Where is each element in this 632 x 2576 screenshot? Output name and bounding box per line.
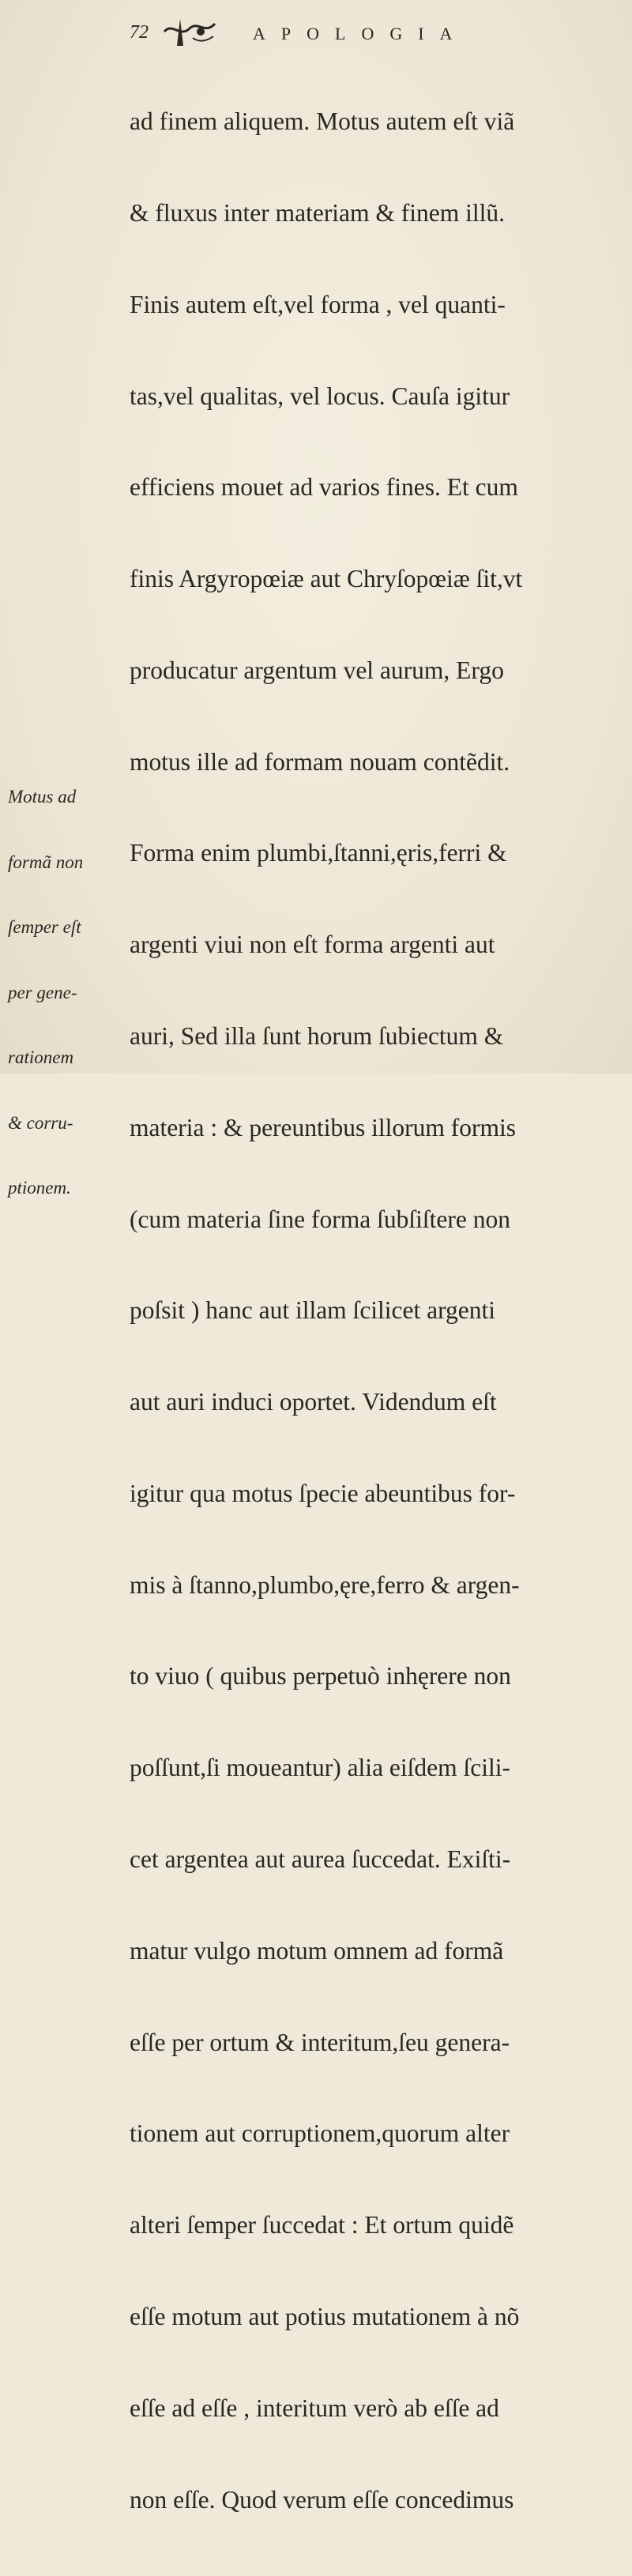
text-line: alteri ſemper ſuccedat : Et ortum quidẽ [130, 2211, 514, 2239]
text-line: motus ille ad formam nouam contẽdit. [130, 747, 510, 776]
running-head: APOLOGIA [253, 24, 468, 43]
text-line: poſſunt,ſi moueantur) alia eiſdem ſcili- [130, 1754, 510, 1782]
text-line: non eſſe. Quod verum eſſe concedimus [130, 2485, 514, 2514]
margin-note-line: formã non [8, 852, 84, 872]
text-line: eſſe motum aut potius mutationem à nõ [130, 2302, 520, 2330]
margin-note-line: Motus ad [8, 787, 77, 807]
margin-note-line: ſemper eſt [8, 917, 81, 937]
printer-ornament-icon [161, 14, 218, 49]
text-line: tionem aut corruptionem,quorum alter [130, 2119, 510, 2148]
text-line: Forma enim plumbi,ſtanni,ęris,ferri & [130, 839, 507, 867]
text-line: mis à ſtanno,plumbo,ęre,ferro & argen- [130, 1570, 520, 1599]
text-line: tas,vel qualitas, vel locus. Cauſa igitur [130, 382, 510, 410]
text-line: (cum materia ſine forma ſubſiſtere non [130, 1205, 510, 1233]
text-line: & fluxus inter materiam & finem illũ. [130, 198, 506, 227]
margin-note-line: ptionem. [8, 1178, 71, 1198]
text-line: aut auri induci oportet. Videndum eſt [130, 1388, 497, 1416]
text-line: efficiens mouet ad varios fines. Et cum [130, 473, 518, 502]
margin-note [8, 743, 126, 1243]
text-line: igitur qua motus ſpecie abeuntibus for- [130, 1479, 516, 1507]
text-line: auri, Sed illa ſunt horum ſubiectum & [130, 1022, 504, 1050]
text-line: eſſe per ortum & interitum,ſeu genera- [130, 2028, 510, 2056]
margin-note-line: & corru- [8, 1112, 73, 1133]
page-number: 72 [130, 22, 149, 43]
text-line: cet argentea aut aurea ſuccedat. Exiſti- [130, 1845, 511, 1874]
text-line: argenti viui non eſt forma argenti aut [130, 931, 495, 959]
margin-note-line: per gene- [8, 982, 77, 1002]
text-line: eſſe ad eſſe , interitum verò ab eſſe ad [130, 2394, 499, 2422]
text-line: matur vulgo motum omnem ad formã [130, 1936, 504, 1965]
text-line: materia : & pereuntibus illorum formis [130, 1113, 517, 1141]
text-line: poſsit ) hanc aut illam ſcilicet argenti [130, 1296, 496, 1325]
text-line: producatur argentum vel aurum, Ergo [130, 656, 504, 684]
text-line: ad finem aliquem. Motus autem eſt viã [130, 107, 515, 136]
text-line: finis Argyropœiæ aut Chryſopœiæ ſit,vt [130, 565, 523, 593]
page-header [126, 14, 616, 46]
text-line: to viuo ( quibus perpetuò inhęrere non [130, 1662, 511, 1690]
text-line: Finis autem eſt,vel forma , vel quanti- [130, 290, 506, 318]
main-text-block [130, 46, 619, 2576]
margin-note-line: rationem [8, 1047, 74, 1067]
